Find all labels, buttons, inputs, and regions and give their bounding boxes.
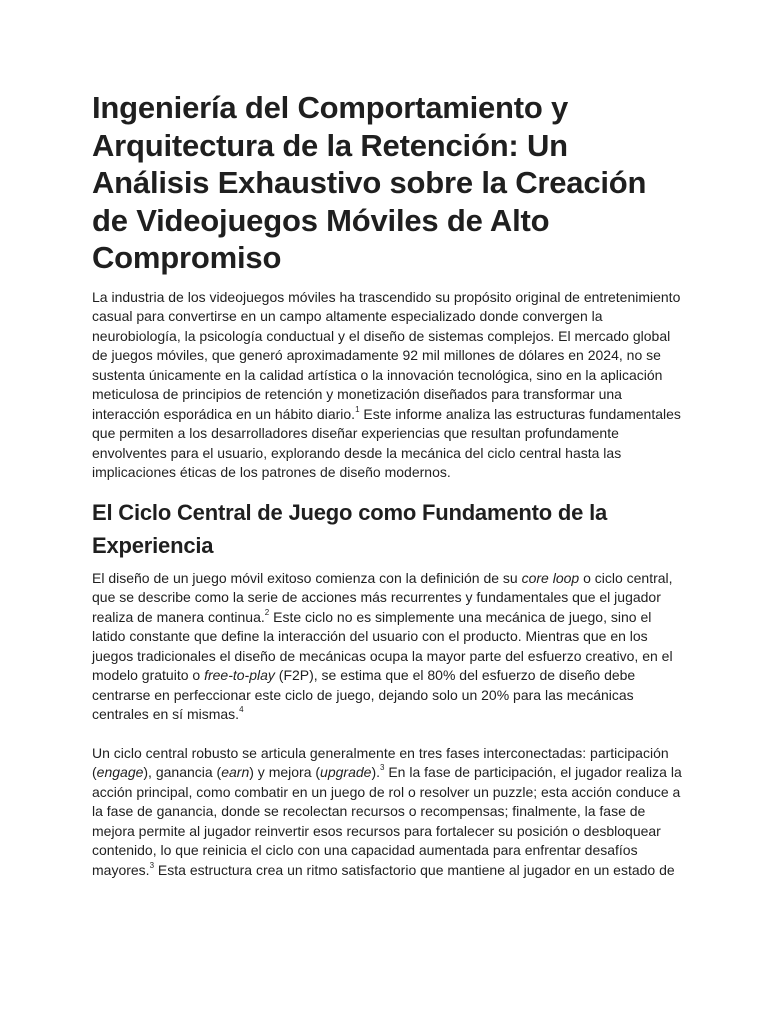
intro-text-1: La industria de los videojuegos móviles ha trascendido su propósito original de entretenimiento casual para convertirse en un campo altamente especializado donde convergen la neurobiología, la psicología conductual y el diseño de sistemas complejos. El mercado global de juegos móviles, que generó aproximadamente 92 mil millones de dólares en 2024, no se sustenta únicamente en la calidad artística o la innovación tecnológica, sino en la aplicación meticulosa de principios de retención y monetización diseñados para transformar una interacción esporádica en un hábito diario.	[92, 288, 681, 422]
emphasis-text: engage	[96, 764, 144, 780]
emphasis-text: free-to-play	[204, 667, 275, 683]
footnote-ref[interactable]: 3	[149, 860, 155, 870]
paragraph-text: ), ganancia (	[143, 764, 222, 780]
section-heading: El Ciclo Central de Juego como Fundamento de la Experiencia	[92, 499, 608, 558]
section-paragraph-1	[92, 569, 682, 725]
paragraph-text: Un ciclo central robusto se articula generalmente en tres fases interconectadas: participación (	[92, 744, 669, 780]
footnote-ref[interactable]: 3	[380, 763, 385, 773]
document-title: Ingeniería del Comportamiento y Arquitectura de la Retención: Un Análisis Exhaustivo sobre la Creación de Videojuegos Móviles de Alto Compromiso	[92, 90, 647, 275]
paragraph-text: El diseño de un juego móvil exitoso comienza con la definición de su	[92, 569, 522, 586]
paragraph-text: o ciclo central, que se describe como la serie de acciones más recurrentes y fundamentales que el jugador realiza de manera continua.	[92, 569, 673, 625]
footnote-ref[interactable]: 2	[264, 607, 270, 617]
document-body	[92, 89, 682, 880]
emphasis-text: earn	[221, 764, 250, 780]
footnote-ref[interactable]: 4	[239, 705, 244, 715]
paragraph-text: (F2P), se estima que el 80% del esfuerzo de diseño debe centrarse en perfeccionar este ciclo de juego, dejando solo un 20% para las mecánicas centrales en sí mismas.	[92, 667, 636, 722]
paragraph-text: En la fase de participación, el jugador realiza la acción principal, como combatir en un juego de rol o resolver un puzzle; esta acción conduce a la fase de ganancia, donde se recolectan recursos o recompensas; finalmente, la fase de mejora permite al jugador reinvertir esos recursos para fortalecer su posición o desbloquear contenido, lo que reinicia el ciclo con una capacidad aumentada para enfrentar desafíos mayores.	[92, 764, 682, 878]
paragraph-text: ).	[371, 764, 380, 780]
paragraph-text: Este ciclo no es simplemente una mecánica de juego, sino el latido constante que define la interacción del usuario con el producto. Mientras que en los juegos tradicionales el diseño de mecánicas ocupa la mayor parte del esfuerzo creativo, en el modelo gratuito o	[92, 608, 673, 683]
emphasis-text: core loop	[521, 569, 580, 586]
paragraph-text: ) y mejora (	[249, 764, 321, 780]
intro-text-2: Este informe analiza las estructuras fundamentales que permiten a los desarrolladores diseñar experiencias que resultan profundamente envolventes para el usuario, explorando desde la mecánica del ciclo central hasta las implicaciones éticas de los patrones de diseño modernos.	[92, 405, 681, 480]
intro-paragraph	[92, 288, 682, 483]
section-paragraph-2	[92, 744, 682, 881]
footnote-ref[interactable]: 1	[355, 404, 360, 414]
paragraph-text: Esta estructura crea un ritmo satisfactorio que mantiene al jugador en un estado de	[154, 861, 675, 878]
emphasis-text: upgrade	[320, 764, 372, 780]
